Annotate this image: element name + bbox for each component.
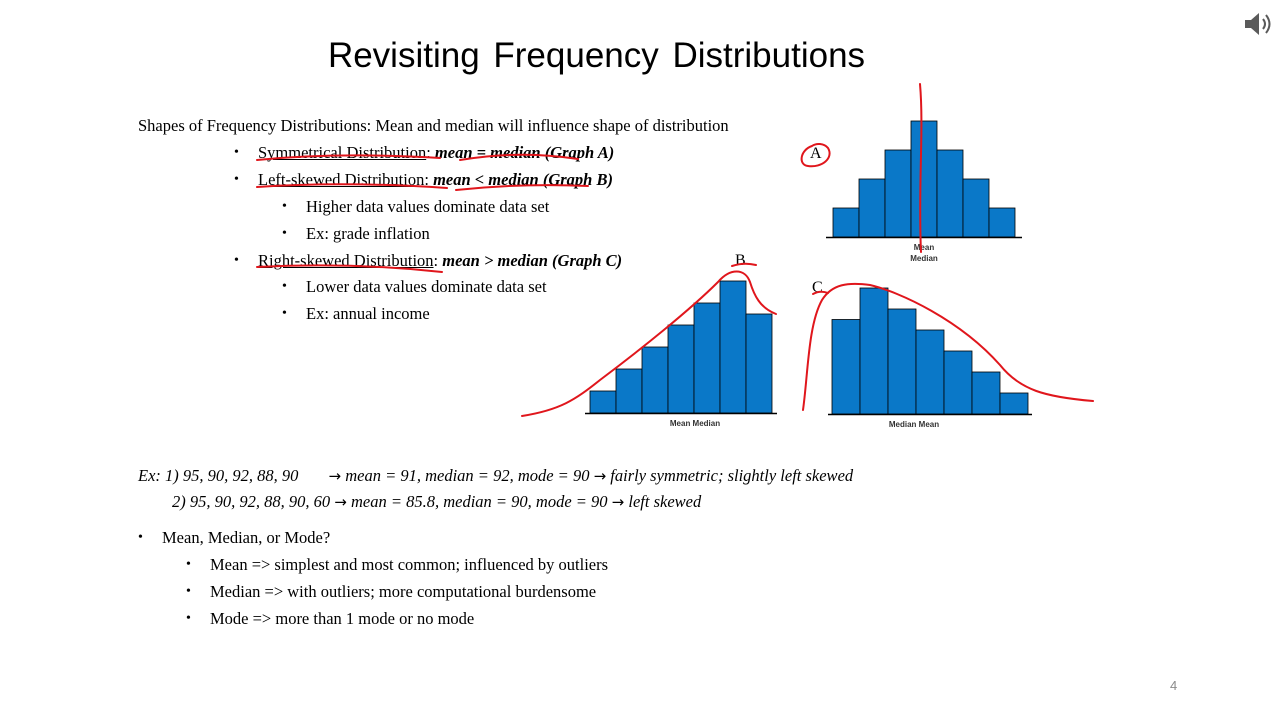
arrow-icon: → [328,467,342,485]
left-skew-sub-1: Higher data values dominate data set [306,197,550,216]
bullet: • [186,557,191,572]
histogram-bar [989,208,1015,237]
right-skew-name: Right-skewed Distribution [258,251,434,270]
right-skew-rule: mean > median (Graph C) [442,251,623,270]
sep: : [426,143,435,162]
histogram-bar [616,369,642,413]
graph-c-label: C [812,279,823,296]
left-skew-line [258,170,613,190]
mmm-question: Mean, Median, or Mode? [162,528,331,547]
example-1-stats: mean = 91, median = 92, mode = 90 [345,466,590,485]
arrow-icon: → [334,493,347,511]
shapes-intro: Shapes of Frequency Distributions: Mean and median will influence shape of distribution [138,116,729,135]
right-skew-line [258,251,622,271]
histogram-bar [833,208,859,237]
histogram-bar [885,150,911,237]
histogram-bar [972,372,1000,414]
bullet: • [282,306,287,321]
histogram-c [828,286,1034,430]
histogram-bar [937,150,963,237]
histogram-annotation: Median [910,254,938,263]
histogram-bar [590,391,616,413]
graph-a-label: A [810,145,822,162]
histogram-bar [668,325,694,413]
bullet: • [282,279,287,294]
left-skew-rule: mean < median (Graph B) [433,170,613,189]
example-1-shape: fairly symmetric; slightly left skewed [610,466,854,485]
histogram-a [826,117,1022,267]
histogram-bar [746,314,772,413]
symmetrical-line [258,143,614,163]
slide-title: Revisiting Frequency Distributions [327,36,866,75]
example-2-shape: left skewed [628,492,702,511]
sep: : [424,170,434,189]
bullet: • [138,530,143,545]
histogram-annotation: Median Mean [888,420,940,429]
histogram-bar [720,281,746,413]
symmetrical-name: Symmetrical Distribution [258,143,427,162]
histogram-annotation: Mean [913,243,935,252]
histogram-bar [859,179,885,237]
right-skew-sub-2: Ex: annual income [306,304,430,323]
bullet: • [234,145,239,160]
bullet: • [186,611,191,626]
example-1 [138,466,853,486]
bullet: • [234,253,239,268]
right-skew-sub-1: Lower data values dominate data set [306,277,547,296]
left-skew-name: Left-skewed Distribution [258,170,425,189]
histogram-bar [888,309,916,414]
mmm-item-median: Median => with outliers; more computational burdensome [210,582,597,601]
symmetrical-rule: mean = median (Graph A) [434,143,615,162]
histogram-bar [944,351,972,414]
histogram-bar [1000,393,1028,414]
example-2-data: 2) 95, 90, 92, 88, 90, 60 [172,492,331,511]
mmm-item-mean: Mean => simplest and most common; influenced by outliers [210,555,609,574]
sep: : [433,251,443,270]
example-1-data: Ex: 1) 95, 90, 92, 88, 90 [138,466,299,485]
speaker-icon[interactable] [1242,10,1272,38]
graph-b-label: B [735,252,746,269]
mmm-item-mode: Mode => more than 1 mode or no mode [210,609,475,628]
histogram-annotation: Mean Median [669,419,721,428]
histogram-bar [642,347,668,413]
histogram-bar [963,179,989,237]
histogram-bar [694,303,720,413]
example-2-stats: mean = 85.8, median = 90, mode = 90 [350,492,608,511]
histogram-b [585,278,785,430]
example-2 [172,492,701,512]
bullet: • [234,172,239,187]
bullet: • [282,199,287,214]
page-number: 4 [1170,678,1178,693]
left-skew-sub-2: Ex: grade inflation [306,224,430,243]
histogram-bar [911,121,937,237]
histogram-bar [832,320,860,415]
arrow-icon: → [611,493,625,511]
arrow-icon: → [593,467,607,485]
bullet: • [282,226,287,241]
bullet: • [186,584,191,599]
histogram-bar [916,330,944,414]
histogram-bar [860,288,888,414]
